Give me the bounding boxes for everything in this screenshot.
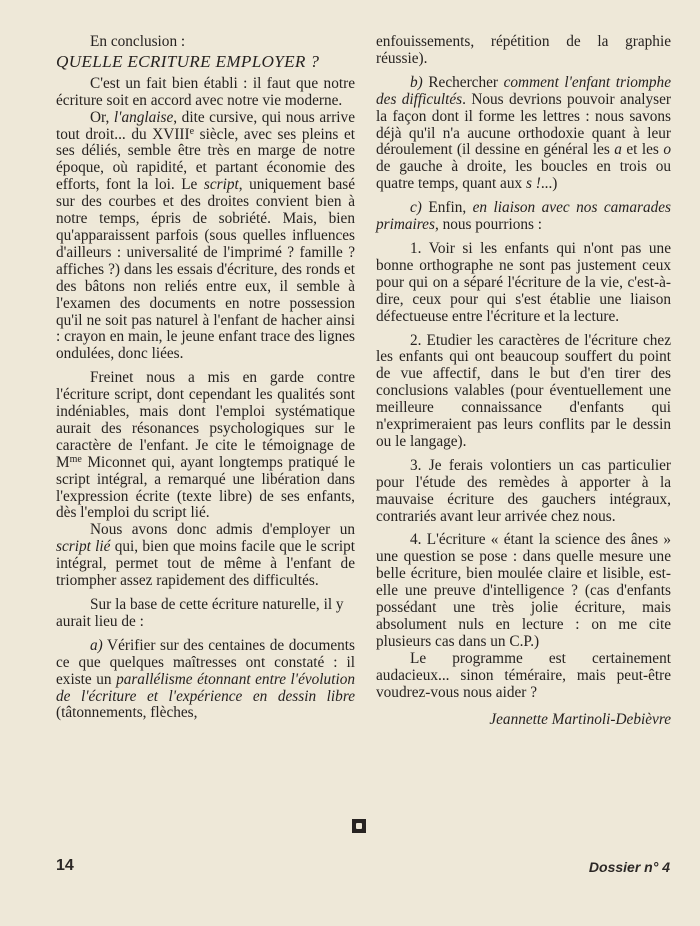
paragraph: c) Enfin, en liaison avec nos camarades primaires, nous pourrions : bbox=[376, 199, 671, 234]
intro-line: En conclusion : bbox=[90, 33, 186, 50]
paragraph: b) Rechercher comment l'enfant triomphe des difficultés. Nous devrions pouvoir analyser la façon dont il forme les lettres : nous savons déjà qu'il n'a aucune orthodoxie quant à leur déroulement (il dessine en général les a et les o de gauche à droite, les boucles en trois ou quatre temps, quant aux s !...) bbox=[376, 73, 671, 193]
paragraph: enfouissements, répétition de la graphie réussie). bbox=[376, 33, 671, 67]
dossier-label: Dossier n° 4 bbox=[588, 859, 670, 875]
list-item: 2. Etudier les caractères de l'écriture chez les enfants qui ont beaucoup souffert du point de vue affectif, dans le but d'en tirer des conclusions valables (pour éventuellement une meilleure connaissance d'enfants qui n'exprimeraient pas leurs conflits par le dessin ou le langage). bbox=[376, 331, 671, 450]
signature: Jeannette Martinoli-Debièvre bbox=[489, 710, 671, 728]
paragraph: Sur la base de cette écriture naturelle, il y aurait lieu de : bbox=[56, 596, 344, 630]
end-ornament-icon bbox=[352, 819, 366, 833]
list-item: 3. Je ferais volontiers un cas particulier pour l'étude des remèdes à apporter à la mauvaise écriture des gauchers intégraux, contrariés avant leur arrivée chez nous. bbox=[376, 456, 671, 525]
paragraph: Or, l'anglaise, dite cursive, qui nous arrive tout droit... du XVIIIe siècle, avec ses pleins et ses déliés, semble être très en marge de notre époque, où rapidité, et partant économie des efforts, font la loi. Le script, uniquement basé sur des courbes et des droites convient bien à notre temps, épris de sobriété. Mais, bien qu'apparaissent parfois (sous quelles influences d'ailleurs : universalité de l'imprimé ? famille ? affiches ?) dans les essais d'écriture, des ronds et des bâtons non reliés entre eux, il semble à l'examen des documents en notre possession qu'il ne soit pas naturel à l'enfant de hacher ainsi : crayon en main, le jeune enfant trace des lignes ondulées, donc liées. bbox=[56, 108, 355, 363]
page-number: 14 bbox=[56, 857, 74, 874]
section-heading: QUELLE ECRITURE EMPLOYER ? bbox=[56, 51, 320, 71]
paragraph: a) Vérifier sur des centaines de documents ce que quelques maîtresses ont constaté : il existe un parallélisme étonnant entre l'évolution de l'écriture et l'expérience en dessin libre (tâtonnements, flèches, bbox=[56, 636, 355, 722]
list-item: 4. L'écriture « étant la science des ânes » une question se pose : dans quelle mesure une belle écriture, bien moulée claire et lisible, est-elle une preuve d'intelligence ? (cas d'enfants possédant une très jolie écriture, mais absolument nuls en lecture : on me cite plusieurs cas dans un C.P.) bbox=[376, 531, 671, 650]
paragraph: C'est un fait bien établi : il faut que notre écriture soit en accord avec notre vie moderne. bbox=[56, 74, 355, 109]
paragraph: Nous avons donc admis d'employer un script lié qui, bien que moins facile que le script intégral, permet tout de même à l'enfant de triompher assez rapidement des difficultés. bbox=[56, 521, 355, 590]
right-column bbox=[376, 34, 671, 728]
paragraph: Le programme est certainement audacieux... sinon téméraire, mais peut-être voudrez-vous nous aider ? bbox=[376, 649, 671, 701]
paragraph: Freinet nous a mis en garde contre l'écriture script, dont cependant les qualités sont indéniables, mais dont l'emploi systématique aurait des résonances psychologiques sur le caractère de l'enfant. Je cite le témoignage de $M^{me}$ Miconnet qui, ayant longtemps pratiqué le script intégral, a remarqué une libération dans l'expression écrite (texte libre) de ses enfants, dès l'emploi du script lié. bbox=[56, 369, 355, 522]
left-column bbox=[56, 34, 355, 722]
list-item: 1. Voir si les enfants qui n'ont pas une bonne orthographe ne sont pas justement ceux pour qui on a séparé l'écriture de la vie, c'est-à-dire, ceux pour qui s'est établie une liaison défectueuse entre l'écriture et la lecture. bbox=[376, 239, 671, 325]
